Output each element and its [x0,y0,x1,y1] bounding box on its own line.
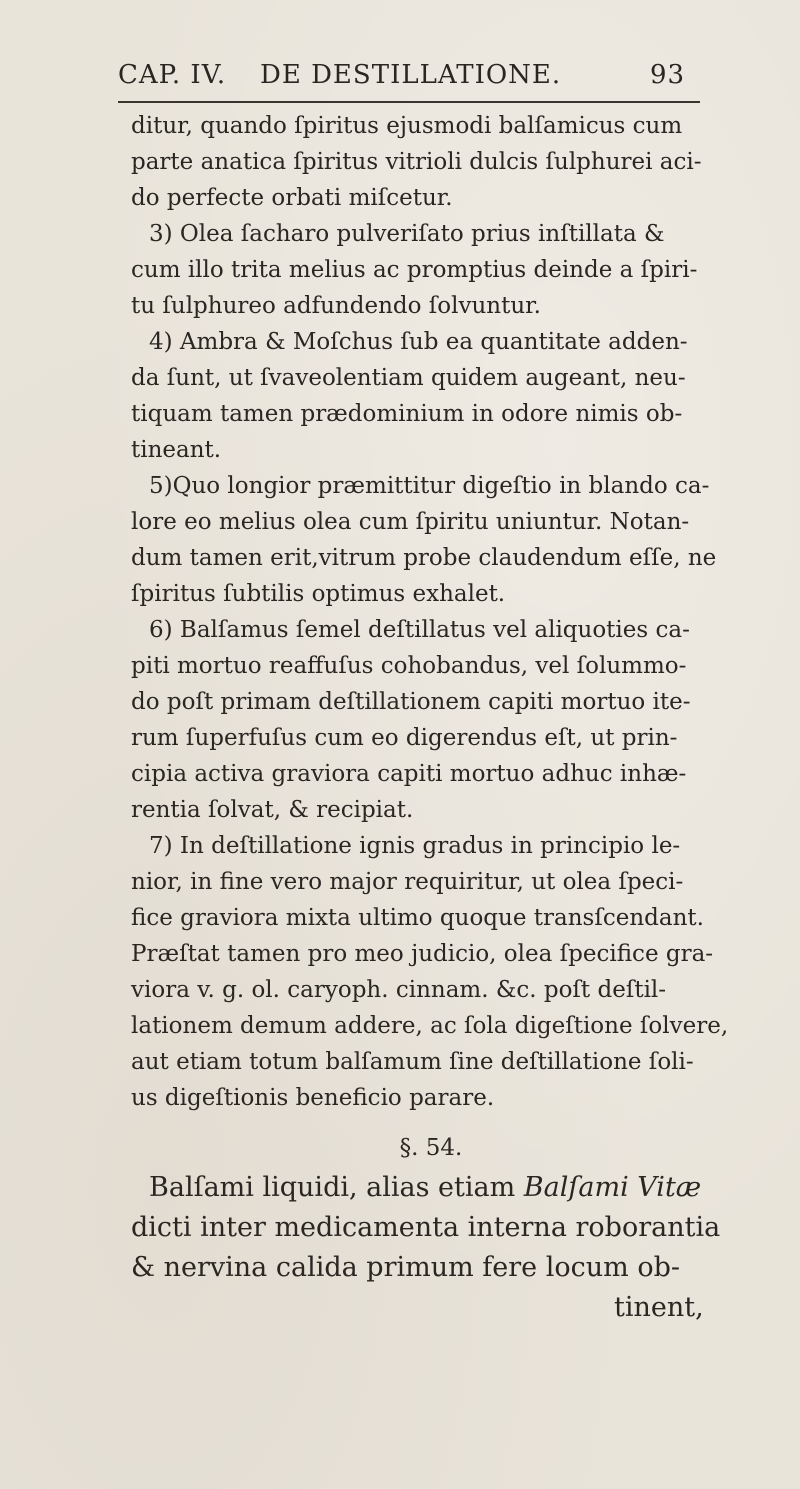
text-line: 6) Balſamus ſemel deſtillatus vel aliquoties ca- [149,617,690,643]
text-line: cum illo trita melius ac promptius deinde a ſpiri- [131,257,698,283]
running-header [118,60,688,96]
chapter-title: DE DESTILLATIONE. [260,60,562,90]
text-line: da ſunt, ut ſvaveolentiam quidem augeant, neu- [131,365,686,391]
section-text-line: tinent, [614,1292,704,1323]
text-line: aut etiam totum balſamum ſine deſtillatione ſoli- [131,1049,694,1075]
text-line: tu ſulphureo adfundendo ſolvuntur. [131,293,541,319]
section-text-line: dicti inter medicamenta interna roborantia [131,1212,721,1243]
text-line: viora v. g. ol. caryoph. cinnam. &c. poſt deſtil- [131,977,667,1003]
text-line: piti mortuo reaffuſus cohobandus, vel ſolummo- [131,653,687,679]
text-line: ditur, quando ſpiritus ejusmodi balſamicus cum [131,113,683,139]
text-line: 3) Olea ſacharo pulveriſato prius inſtillata & [149,221,665,247]
text-line: tineant. [131,437,222,463]
text-line: lationem demum addere, ac ſola digeſtione ſolvere, [131,1013,729,1039]
text-line: us digeſtionis beneficio parare. [131,1085,495,1111]
text-line: Præſtat tamen pro meo judicio, olea ſpecifice gra- [131,941,714,967]
text-line: 7) In deſtillatione ignis gradus in principio le- [149,833,681,859]
section-text-italic: Balſami Vitæ [523,1172,702,1203]
section-text-line: & nervina calida primum fere locum ob- [131,1252,680,1283]
text-line: 5)Quo longior præmittitur digeſtio in blando ca- [149,473,710,499]
text-line: do poſt primam deſtillationem capiti mortuo ite- [131,689,691,715]
text-line: ſpiritus ſubtilis optimus exhalet. [131,581,506,607]
text-line: dum tamen erit,vitrum probe claudendum eſſe, ne [131,545,717,571]
text-line: nior, in fine vero major requiritur, ut olea ſpeci- [131,869,684,895]
section-text-plain: Balſami liquidi, alias etiam [149,1172,524,1203]
page-number: 93 [650,60,686,90]
chapter-label: CAP. IV. [118,60,227,90]
text-line: cipia activa graviora capiti mortuo adhuc inhæ- [131,761,687,787]
section-heading: §. 54. [399,1135,463,1161]
text-line: 4) Ambra & Moſchus ſub ea quantitate adden- [149,329,688,355]
text-line: lore eo melius olea cum ſpiritu uniuntur. Notan- [131,509,690,535]
text-line: rentia ſolvat, & recipiat. [131,797,414,823]
text-line: do perfecte orbati miſcetur. [131,185,453,211]
text-line: fice graviora mixta ultimo quoque transſcendant. [131,905,704,931]
header-rule [118,101,700,103]
text-line: rum ſuperfuſus cum eo digerendus eſt, ut prin- [131,725,678,751]
text-line: tiquam tamen prædominium in odore nimis ob- [131,401,683,427]
section-text-line [149,1168,701,1204]
text-line: parte anatica ſpiritus vitrioli dulcis ſulphurei aci- [131,149,702,175]
